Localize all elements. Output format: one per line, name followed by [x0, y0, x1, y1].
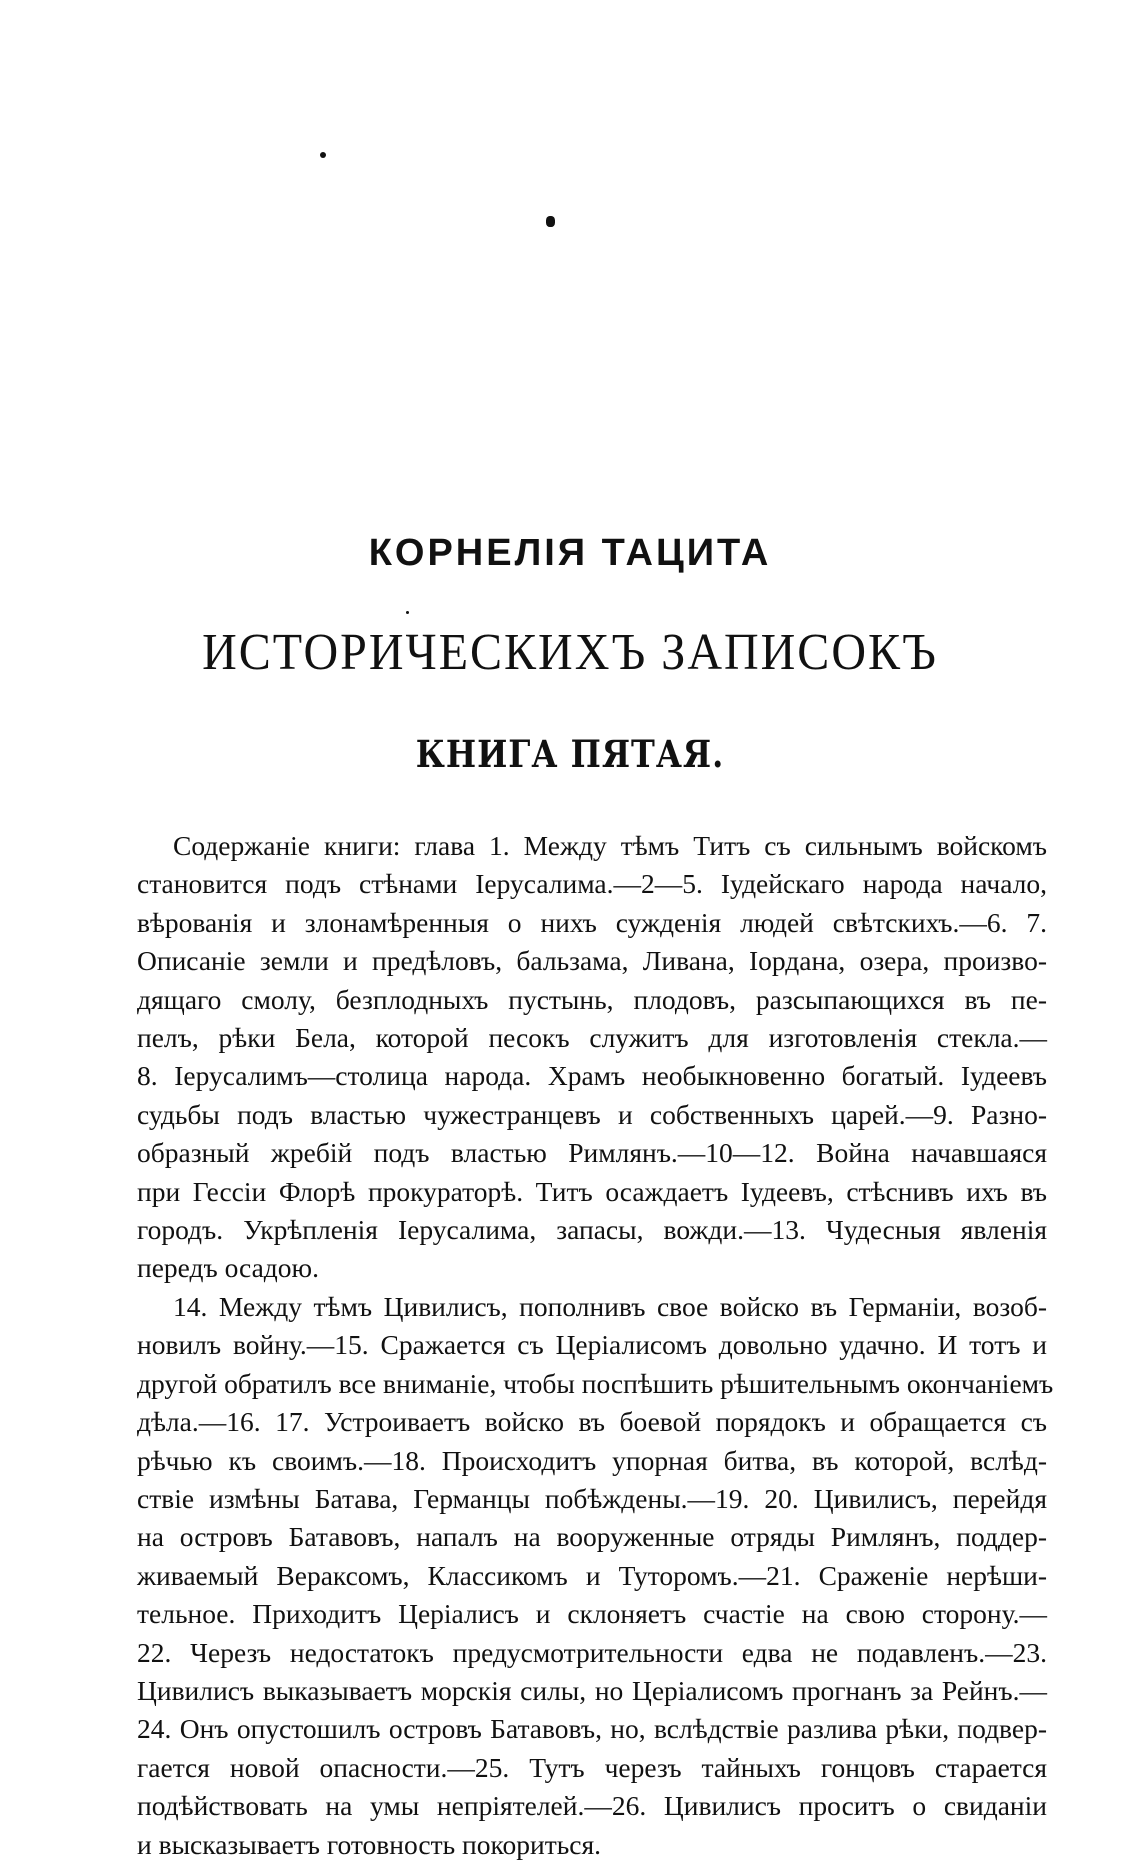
- contents-line: 14. Между тѣмъ Цивилисъ, пополнивъ свое войско въ Германіи, возоб-: [173, 1290, 1047, 1322]
- contents-line: образный жребій подъ властью Римлянъ.—10—12. Война начавшаяся: [137, 1137, 1047, 1169]
- author-title: КОРНЕЛІЯ ТАЦИТА: [368, 532, 772, 574]
- contents-line: ствіе измѣны Батава, Германцы побѣждены.—19. 20. Цивилисъ, перейдя: [137, 1482, 1047, 1514]
- contents-line: тельное. Приходитъ Церіалисъ и склоняетъ счастіе на свою сторону.—: [137, 1598, 1047, 1630]
- contents-line: другой обратилъ все вниманіе, чтобы поспѣшить рѣшительнымъ окончаніемъ: [137, 1367, 1054, 1399]
- contents-line: Описаніе земли и предѣловъ, бальзама, Ливана, Іордана, озера, произво-: [137, 945, 1047, 977]
- contents-line: и высказываетъ готовность покориться.: [137, 1828, 601, 1860]
- contents-line: пелъ, рѣки Бела, которой песокъ служитъ для изготовленія стекла.—: [137, 1022, 1047, 1054]
- contents-line: дѣла.—16. 17. Устроиваетъ войско въ боевой порядокъ и обращается съ: [137, 1406, 1047, 1438]
- contents-line: становится подъ стѣнами Іерусалима.—2—5. Іудейскаго народа начало,: [137, 868, 1047, 900]
- book-title: КНИГА ПЯТАЯ.: [415, 731, 725, 777]
- contents-line: новилъ войну.—15. Сражается съ Церіалисомъ довольно удачно. И тотъ и: [137, 1329, 1047, 1361]
- contents-line: дящаго смолу, безплодныхъ пустынь, плодовъ, разсыпающихся въ пе-: [137, 983, 1047, 1015]
- print-speck: [546, 216, 555, 227]
- contents-line: 22. Черезъ недостатокъ предусмотрительности едва не подавленъ.—23.: [137, 1636, 1047, 1668]
- contents-line: рѣчью къ своимъ.—18. Происходитъ упорная битва, въ которой, вслѣд-: [137, 1444, 1047, 1476]
- contents-line: живаемый Вераксомъ, Классикомъ и Туторомъ.—21. Сраженіе нерѣши-: [137, 1559, 1047, 1591]
- contents-line: 8. Іерусалимъ—столица народа. Храмъ необыкновенно богатый. Іудеевъ: [137, 1060, 1047, 1092]
- table-of-contents: [137, 827, 1054, 1864]
- contents-line: судьбы подъ властью чужестранцевъ и собственныхъ царей.—9. Разно-: [137, 1098, 1047, 1130]
- contents-line: 24. Онъ опустошилъ островъ Батавовъ, но, вслѣдствіе разлива рѣки, подвер-: [137, 1713, 1047, 1745]
- contents-line: на островъ Батавовъ, напалъ на вооруженные отряды Римлянъ, поддер-: [137, 1521, 1047, 1553]
- contents-line: Содержаніе книги: глава 1. Между тѣмъ Титъ съ сильнымъ войскомъ: [173, 830, 1047, 861]
- work-title: ИСТОРИЧЕСКИХЪ ЗАПИСОКЪ: [202, 623, 938, 682]
- contents-line: городъ. Укрѣпленія Іерусалима, запасы, вожди.—13. Чудесныя явленія: [137, 1214, 1047, 1246]
- contents-line: при Гессіи Флорѣ прокураторѣ. Титъ осаждаетъ Іудеевъ, стѣснивъ ихъ въ: [137, 1175, 1047, 1207]
- contents-line: Цивилисъ выказываетъ морскія силы, но Церіалисомъ прогнанъ за Рейнъ.—: [137, 1674, 1047, 1706]
- contents-line: подѣйствовать на умы непріятелей.—26. Цивилисъ проситъ о свиданіи: [137, 1790, 1047, 1822]
- contents-line: передъ осадою.: [137, 1252, 319, 1284]
- print-speck: [406, 611, 409, 614]
- print-speck: [320, 152, 326, 158]
- contents-line: гается новой опасности.—25. Тутъ черезъ тайныхъ гонцовъ старается: [137, 1751, 1047, 1783]
- contents-line: вѣрованія и злонамѣренныя о нихъ сужденія людей свѣтскихъ.—6. 7.: [137, 906, 1047, 938]
